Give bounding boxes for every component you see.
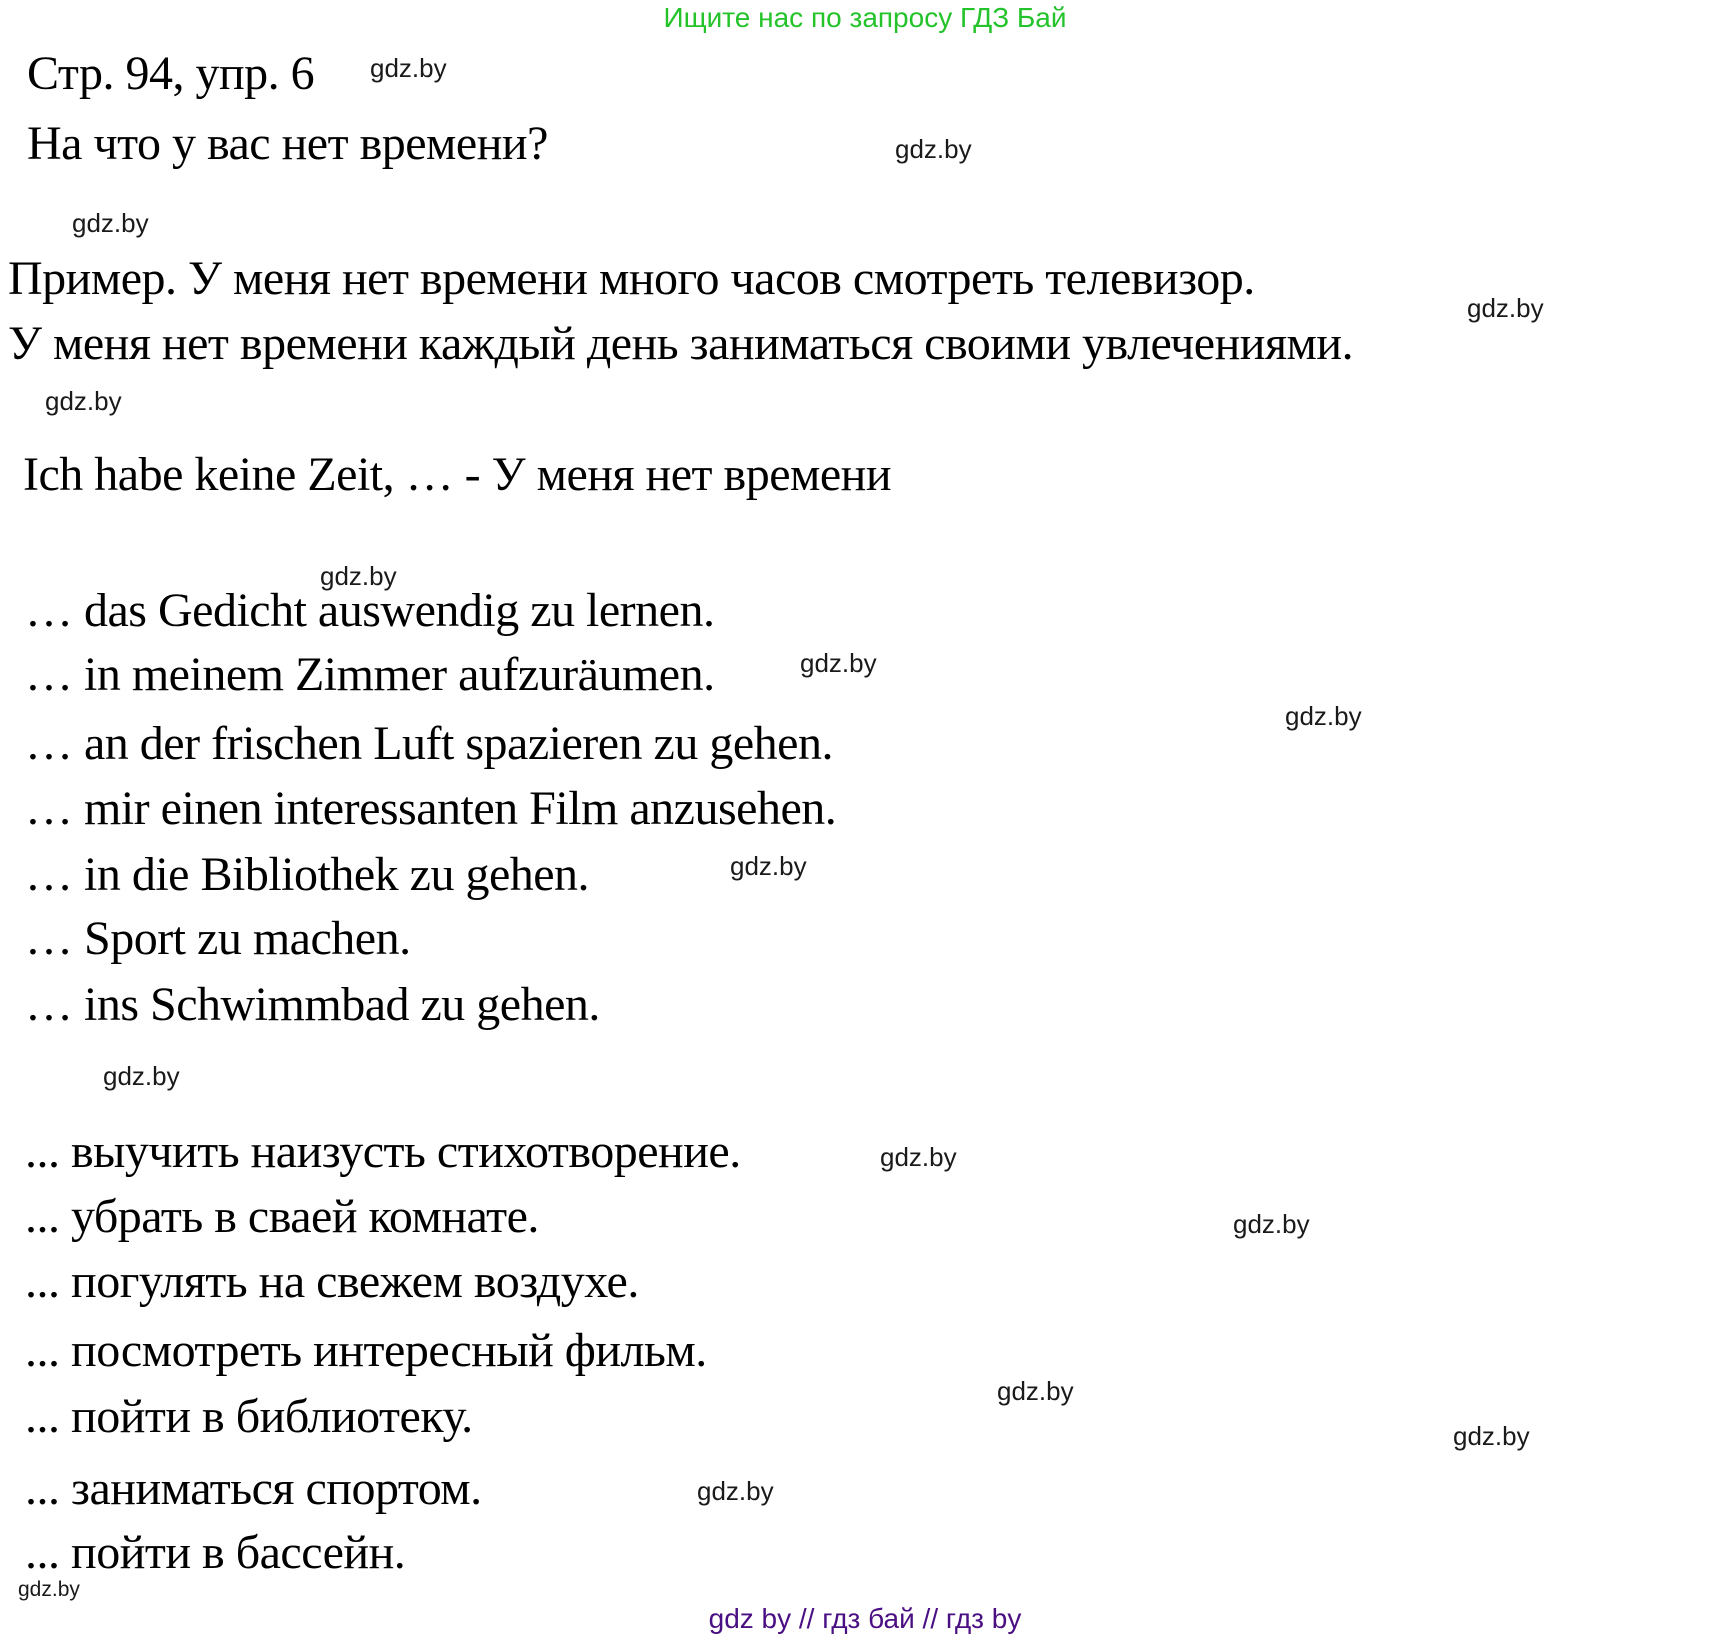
russian-item: ... погулять на свежем воздухе. [25, 1255, 639, 1308]
watermark: gdz.by [103, 1061, 180, 1091]
watermark: gdz.by [895, 134, 972, 164]
russian-item: ... выучить наизусть стихотворение. [25, 1125, 741, 1178]
exercise-question: На что у вас нет времени? [27, 117, 548, 170]
phrase-intro: Ich habe keine Zeit, … - У меня нет времени [23, 448, 892, 501]
russian-item: ... посмотреть интересный фильм. [25, 1324, 707, 1377]
russian-item: ... пойти в бассейн. [25, 1526, 406, 1579]
example-line: Пример. У меня нет времени много часов смотреть телевизор. [8, 252, 1255, 305]
watermark: gdz.by [370, 53, 447, 83]
watermark: gdz.by [880, 1142, 957, 1172]
promo-banner: Ищите нас по запросу ГДЗ Бай [663, 2, 1067, 33]
german-item: … mir einen interessanten Film anzusehen. [25, 782, 837, 835]
russian-item: ... заниматься спортом. [25, 1462, 482, 1515]
example-line: У меня нет времени каждый день заниматься своими увлечениями. [8, 317, 1354, 370]
watermark: gdz.by [72, 208, 149, 238]
german-item: … ins Schwimmbad zu gehen. [25, 978, 600, 1031]
watermark: gdz.by [320, 561, 397, 591]
site-footer: gdz by // гдз бай // гдз by [708, 1603, 1022, 1634]
watermark: gdz.by [18, 1578, 80, 1601]
watermark: gdz.by [1453, 1421, 1530, 1451]
watermark: gdz.by [800, 648, 877, 678]
watermark: gdz.by [730, 851, 807, 881]
watermark: gdz.by [1233, 1209, 1310, 1239]
watermark: gdz.by [997, 1376, 1074, 1406]
watermark: gdz.by [1467, 293, 1544, 323]
page-title: Стр. 94, упр. 6 [27, 47, 315, 100]
german-item: … Sport zu machen. [25, 912, 411, 965]
watermark: gdz.by [45, 386, 122, 416]
german-item: … in meinem Zimmer aufzuräumen. [25, 648, 715, 701]
russian-item: ... пойти в библиотеку. [25, 1390, 473, 1443]
watermark: gdz.by [1285, 701, 1362, 731]
german-item: … an der frischen Luft spazieren zu gehen. [25, 717, 833, 770]
german-item: … in die Bibliothek zu gehen. [25, 848, 590, 901]
russian-item: ... убрать в сваей комнате. [25, 1190, 539, 1243]
german-item: … das Gedicht auswendig zu lernen. [25, 584, 715, 637]
watermark: gdz.by [697, 1476, 774, 1506]
